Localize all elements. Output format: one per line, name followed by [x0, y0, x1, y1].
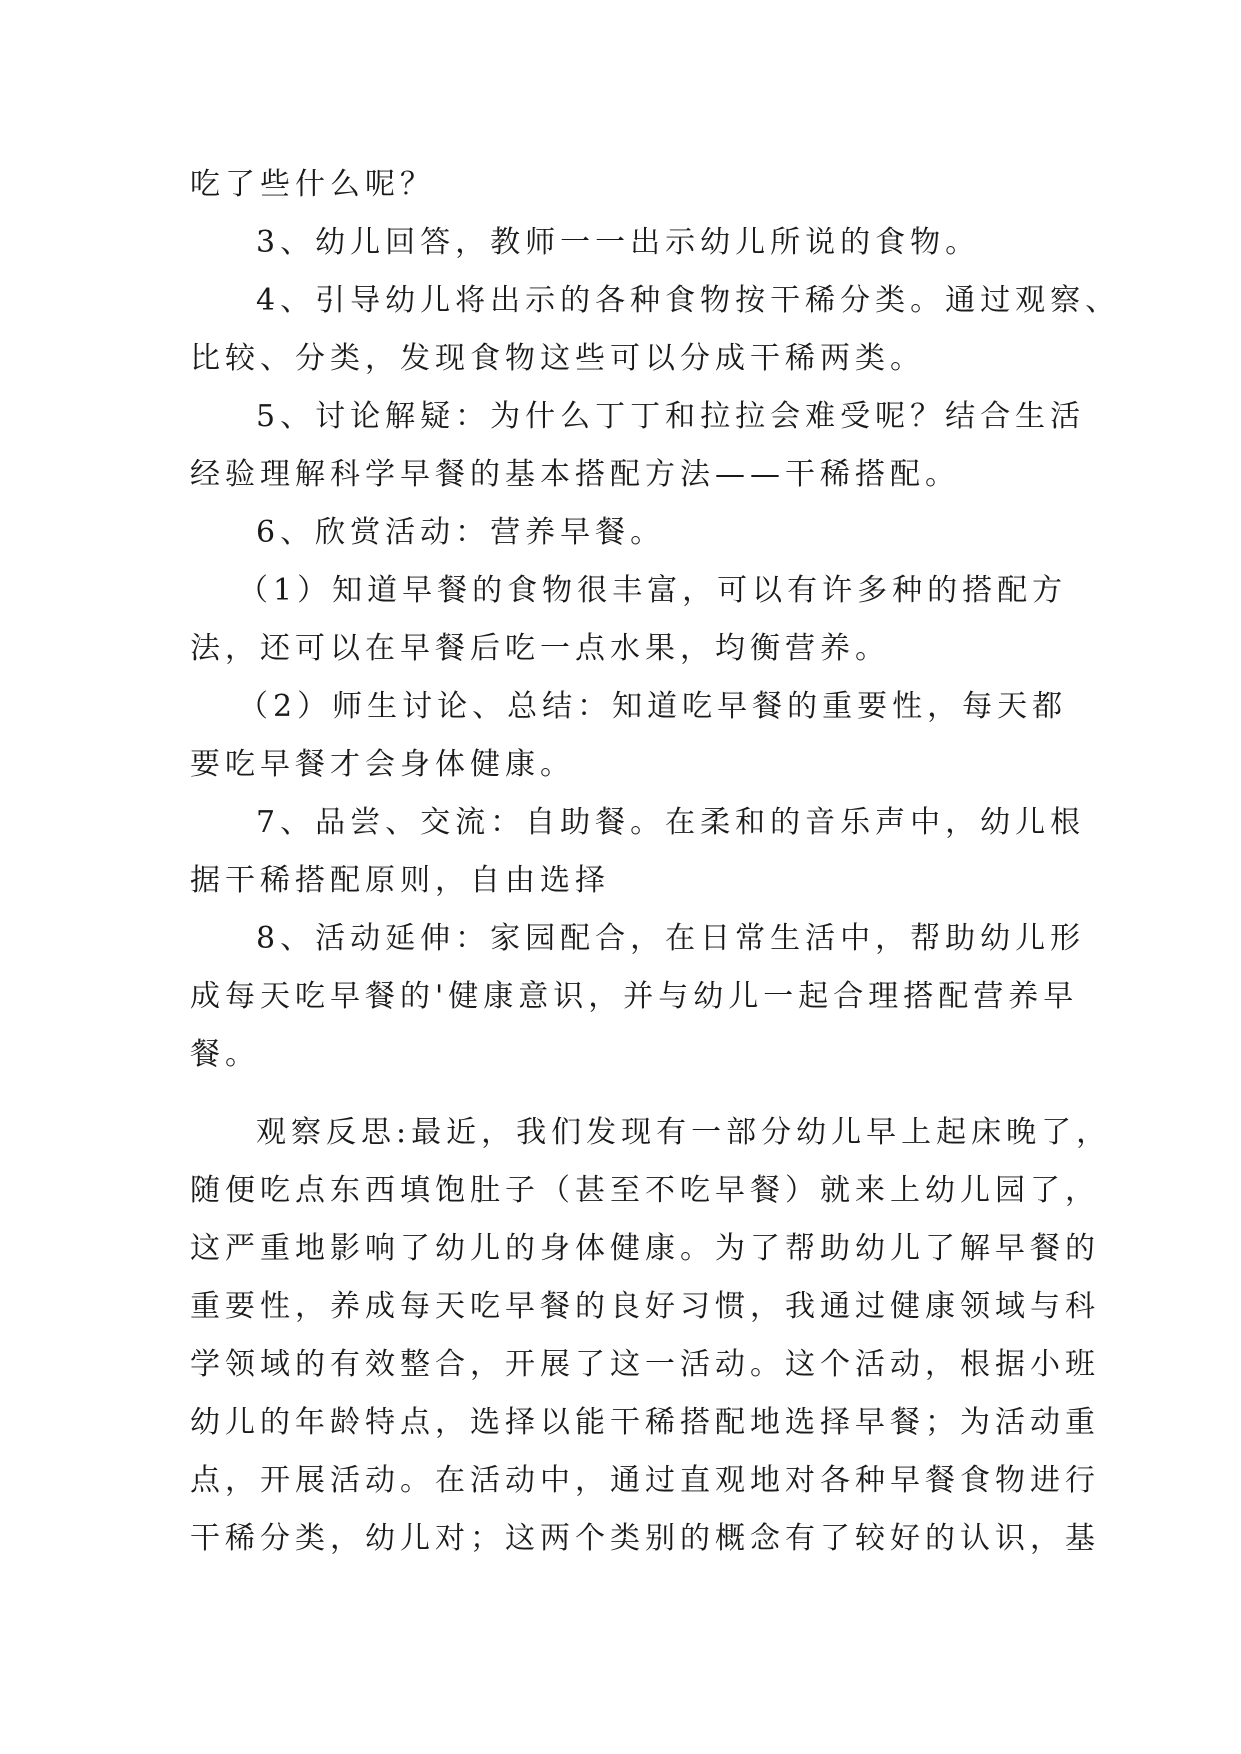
text-line: 成每天吃早餐的'健康意识，并与幼儿一起合理搭配营养早 — [190, 979, 1079, 1014]
text-line: 幼儿的年龄特点，选择以能干稀搭配地选择早餐；为活动重 — [190, 1405, 1100, 1440]
text-line: 6、欣赏活动：营养早餐。 — [256, 515, 666, 550]
text-line: 8、活动延伸：家园配合，在日常生活中，帮助幼儿形 — [256, 921, 1086, 956]
text-line: （1）知道早餐的食物很丰富，可以有许多种的搭配方 — [238, 573, 1068, 608]
text-line: 4、引导幼儿将出示的各种食物按干稀分类。通过观察、 — [256, 283, 1121, 318]
text-line: 据干稀搭配原则，自由选择 — [190, 863, 610, 898]
body-text — [190, 156, 1121, 1568]
text-line: 比较、分类，发现食物这些可以分成干稀两类。 — [190, 341, 925, 376]
text-line: 7、品尝、交流：自助餐。在柔和的音乐声中，幼儿根 — [256, 805, 1086, 840]
text-line: 法，还可以在早餐后吃一点水果，均衡营养。 — [190, 631, 890, 666]
text-line: （2）师生讨论、总结：知道吃早餐的重要性，每天都 — [238, 689, 1068, 724]
text-line: 吃了些什么呢？ — [190, 167, 435, 202]
text-line: 点，开展活动。在活动中，通过直观地对各种早餐食物进行 — [190, 1463, 1100, 1498]
text-line: 随便吃点东西填饱肚子（甚至不吃早餐）就来上幼儿园了， — [190, 1173, 1100, 1208]
text-line: 5、讨论解疑：为什么丁丁和拉拉会难受呢？结合生活 — [256, 399, 1086, 434]
text-line: 学领域的有效整合，开展了这一活动。这个活动，根据小班 — [190, 1347, 1100, 1382]
text-line: 餐。 — [190, 1037, 260, 1072]
text-line: 经验理解科学早餐的基本搭配方法——干稀搭配。 — [190, 457, 960, 492]
text-line: 干稀分类，幼儿对；这两个类别的概念有了较好的认识，基 — [190, 1521, 1100, 1556]
text-line: 重要性，养成每天吃早餐的良好习惯，我通过健康领域与科 — [190, 1289, 1100, 1324]
text-line: 观察反思:最近，我们发现有一部分幼儿早上起床晚了， — [256, 1115, 1112, 1150]
text-line: 3、幼儿回答，教师一一出示幼儿所说的食物。 — [256, 225, 981, 260]
text-line: 这严重地影响了幼儿的身体健康。为了帮助幼儿了解早餐的 — [190, 1231, 1100, 1266]
text-line: 要吃早餐才会身体健康。 — [190, 747, 575, 782]
